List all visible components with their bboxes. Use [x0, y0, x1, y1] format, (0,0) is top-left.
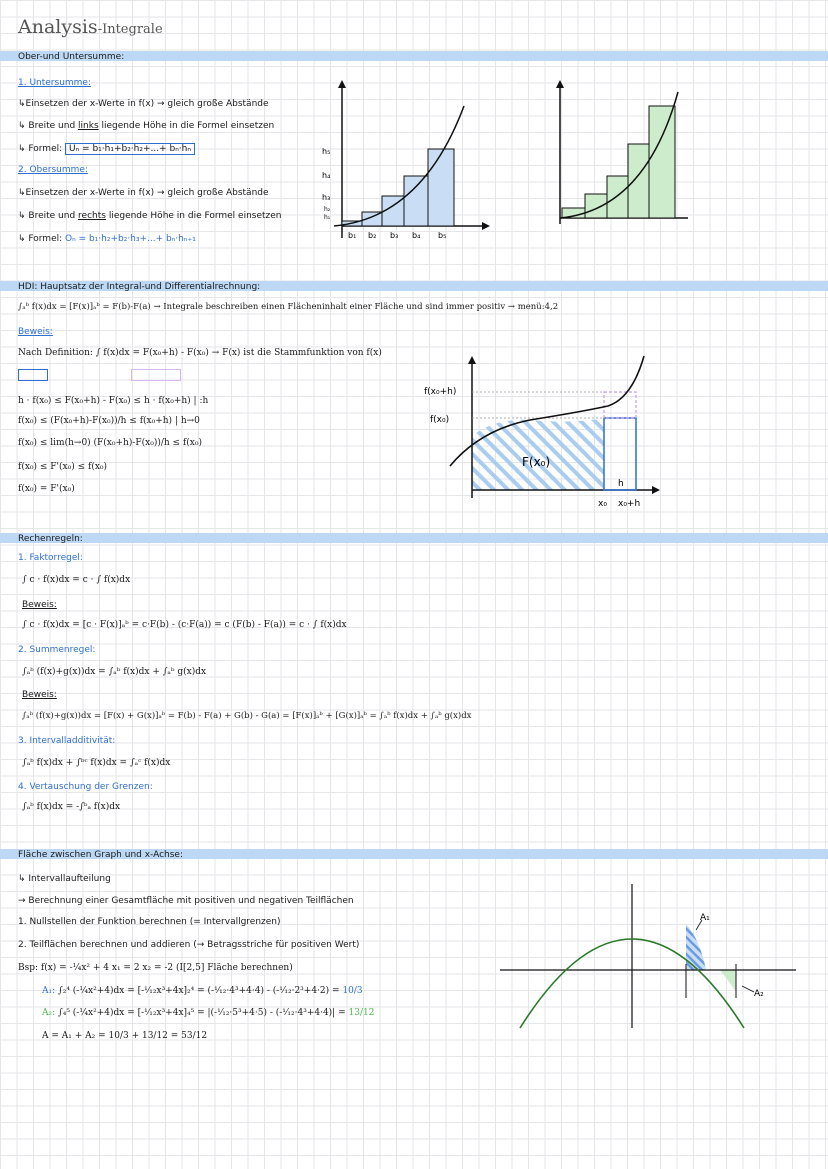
area-under-curve — [472, 418, 604, 490]
h3-label: h₃ — [322, 193, 331, 202]
lower-sum-rect-4 — [404, 176, 428, 226]
b3-label: b₃ — [390, 231, 399, 240]
b5-label: b₅ — [438, 231, 447, 240]
upper-sum-rect-3 — [607, 176, 628, 218]
y-label-f-x0-h: f(x₀+h) — [424, 387, 457, 397]
section-heading-rules: Rechenregeln: — [18, 534, 83, 544]
obersumme-heading: 2. Obersumme: — [18, 165, 88, 175]
h5-label: h₅ — [322, 147, 331, 156]
purple-rectangle-legend-icon — [131, 369, 181, 381]
untersumme-line-1: ↳Einsetzen der x-Werte in f(x) → gleich große Abstände — [18, 99, 269, 109]
area-example: Bsp: f(x) = -¼x² + 4 x₁ = 2 x₂ = -2 (I[2,5] Fläche berechnen) — [18, 963, 293, 973]
rule-1-formula: ∫ c · f(x)dx = c · ∫ f(x)dx — [22, 575, 131, 585]
rule-4-heading: 4. Vertauschung der Grenzen: — [18, 782, 153, 792]
x0-plus-h-label: x₀+h — [618, 499, 641, 509]
upper-sum-rect-2 — [585, 194, 607, 218]
h2-label: h₂ — [324, 206, 331, 213]
obersumme-formula: Oₙ = b₁·h₂+b₂·h₃+...+ bₙ·hₙ₊₁ — [65, 234, 196, 244]
x-axis-arrow-icon — [652, 486, 660, 494]
hdi-proof-line-3: f(x₀) ≤ lim(h→0) (F(x₀+h)-F(x₀))/h ≤ f(x₀) — [18, 438, 202, 448]
h-width-label: h — [618, 479, 624, 489]
rule-3-heading: 3. Intervalladditivität: — [18, 736, 116, 746]
hdi-definition: Nach Definition: ∫ f(x)dx = F(x₀+h) - F(x₀) → F(x) ist die Stammfunktion von f(x) — [18, 348, 382, 358]
section-heading-hdi: HDI: Hauptsatz der Integral-und Differentialrechnung: — [18, 282, 261, 292]
a2-label: A₂ — [754, 989, 764, 999]
b4-label: b₄ — [412, 231, 421, 240]
y-axis-arrow-icon — [468, 356, 476, 364]
area-a1-result: 10/3 — [342, 986, 363, 996]
untersumme-graph — [312, 78, 492, 248]
hdi-beweis-label: Beweis: — [18, 327, 53, 337]
rule-1-beweis-label: Beweis: — [22, 600, 57, 610]
untersumme-heading: 1. Untersumme: — [18, 78, 92, 88]
h4-label: h₄ — [322, 171, 331, 180]
hdi-proof-line-5: f(x₀) = F'(x₀) — [18, 484, 75, 494]
hdi-graph — [420, 348, 670, 513]
area-total: A = A₁ + A₂ = 10/3 + 13/12 = 53/12 — [42, 1031, 208, 1041]
rule-1-proof: ∫ c · f(x)dx = [c · F(x)]ₐᵇ = c·F(b) - (c·F(a)) = c (F(b) - F(a)) = c · ∫ f(x)dx — [22, 620, 347, 630]
parabola-graph — [500, 880, 800, 1030]
area-line-4: 2. Teilflächen berechnen und addieren (→ Betragsstriche für positiven Wert) — [18, 940, 360, 950]
rule-1-heading: 1. Faktorregel: — [18, 553, 83, 563]
page-title: Analysis-Integrale — [18, 16, 163, 38]
hdi-statement: ∫ₐᵇ f(x)dx = [F(x)]ₐᵇ = F(b)-F(a) → Integrale beschreiben einen Flächeninhalt einer Fläche und sind immer positiv → menü:4,2 — [18, 302, 559, 312]
obersumme-line-2: ↳ Breite und rechts liegende Höhe in die Formel einsetzen — [18, 211, 282, 221]
hdi-proof-line-1: h · f(x₀) ≤ F(x₀+h) - F(x₀) ≤ h · f(x₀+h) | :h — [18, 396, 209, 406]
obersumme-graph — [540, 78, 690, 228]
section-heading-sums: Ober-und Untersumme: — [18, 52, 125, 62]
untersumme-formula-line: ↳ Formel: Uₙ = b₁·h₁+b₂·h₂+...+ bₙ·hₙ — [18, 144, 195, 154]
y-label-f-x0: f(x₀) — [430, 415, 450, 425]
area-label-F-x0: F(x₀) — [522, 455, 551, 469]
untersumme-line-2: ↳ Breite und links liegende Höhe in die Formel einsetzen — [18, 121, 275, 131]
hdi-proof-line-4: f(x₀) ≤ F'(x₀) ≤ f(x₀) — [18, 462, 108, 472]
section-band-3 — [0, 533, 828, 543]
b2-label: b₂ — [368, 231, 377, 240]
rule-2-beweis-label: Beweis: — [22, 690, 57, 700]
area-a2-calculation: A₂: ∫₄⁵ (-¼x²+4)dx = [-¹⁄₁₂x³+4x]₄⁵ = |(-¹⁄₁₂·5³+4·5) - (-¹⁄₁₂·4³+4·4)| = 13/12 — [42, 1008, 375, 1018]
area-a1-region — [686, 924, 706, 970]
upper-sum-rect-4 — [628, 144, 649, 218]
area-line-2: → Berechnung einer Gesamtfläche mit positiven und negativen Teilflächen — [18, 896, 354, 906]
rule-2-formula: ∫ₐᵇ (f(x)+g(x))dx = ∫ₐᵇ f(x)dx + ∫ₐᵇ g(x)dx — [22, 667, 207, 677]
area-a1-calculation: A₁: ∫₂⁴ (-¼x²+4)dx = [-¹⁄₁₂x³+4x]₂⁴ = (-¹⁄₁₂·4³+4·4) - (-¹⁄₁₂·2³+4·2) = 10/3 — [42, 986, 363, 996]
area-a2-result: 13/12 — [348, 1008, 375, 1018]
rule-4-formula: ∫ₐᵇ f(x)dx = -∫ᵇₐ f(x)dx — [22, 802, 121, 812]
obersumme-formula-line: ↳ Formel: Oₙ = b₁·h₂+b₂·h₃+...+ bₙ·hₙ₊₁ — [18, 234, 196, 244]
section-heading-area: Fläche zwischen Graph und x-Achse: — [18, 850, 184, 860]
lower-sum-rect-5 — [428, 149, 454, 226]
upper-sum-rect-5 — [649, 106, 675, 218]
x-axis-arrow-icon — [482, 222, 490, 230]
rule-2-heading: 2. Summenregel: — [18, 645, 96, 655]
rule-2-proof: ∫ₐᵇ (f(x)+g(x))dx = [F(x) + G(x)]ₐᵇ = F(b) - F(a) + G(b) - G(a) = [F(x)]ₐᵇ + [G(x)]ₐᵇ = ∫ₐᵇ f(x)dx + ∫ₐᵇ g(x)dx — [22, 711, 472, 721]
y-axis-arrow-icon — [338, 80, 346, 88]
y-axis-arrow-icon — [556, 80, 564, 88]
blue-rectangle-legend-icon — [18, 369, 48, 381]
b1-label: b₁ — [348, 231, 357, 240]
untersumme-formula: Uₙ = b₁·h₁+b₂·h₂+...+ bₙ·hₙ — [65, 143, 195, 155]
area-a2-region — [720, 970, 736, 992]
hdi-proof-line-2: f(x₀) ≤ (F(x₀+h)-F(x₀))/h ≤ f(x₀+h) | h→0 — [18, 416, 200, 426]
area-line-1: ↳ Intervallaufteilung — [18, 874, 111, 884]
x0-label: x₀ — [598, 499, 607, 509]
rule-3-formula: ∫ₐᵇ f(x)dx + ∫ᵇᶜ f(x)dx = ∫ₐᶜ f(x)dx — [22, 758, 171, 768]
area-line-3: 1. Nullstellen der Funktion berechnen (= Intervallgrenzen) — [18, 917, 281, 927]
h1-label: h₁ — [324, 214, 331, 221]
obersumme-line-1: ↳Einsetzen der x-Werte in f(x) → gleich große Abstände — [18, 188, 269, 198]
a1-label: A₁ — [700, 913, 710, 923]
